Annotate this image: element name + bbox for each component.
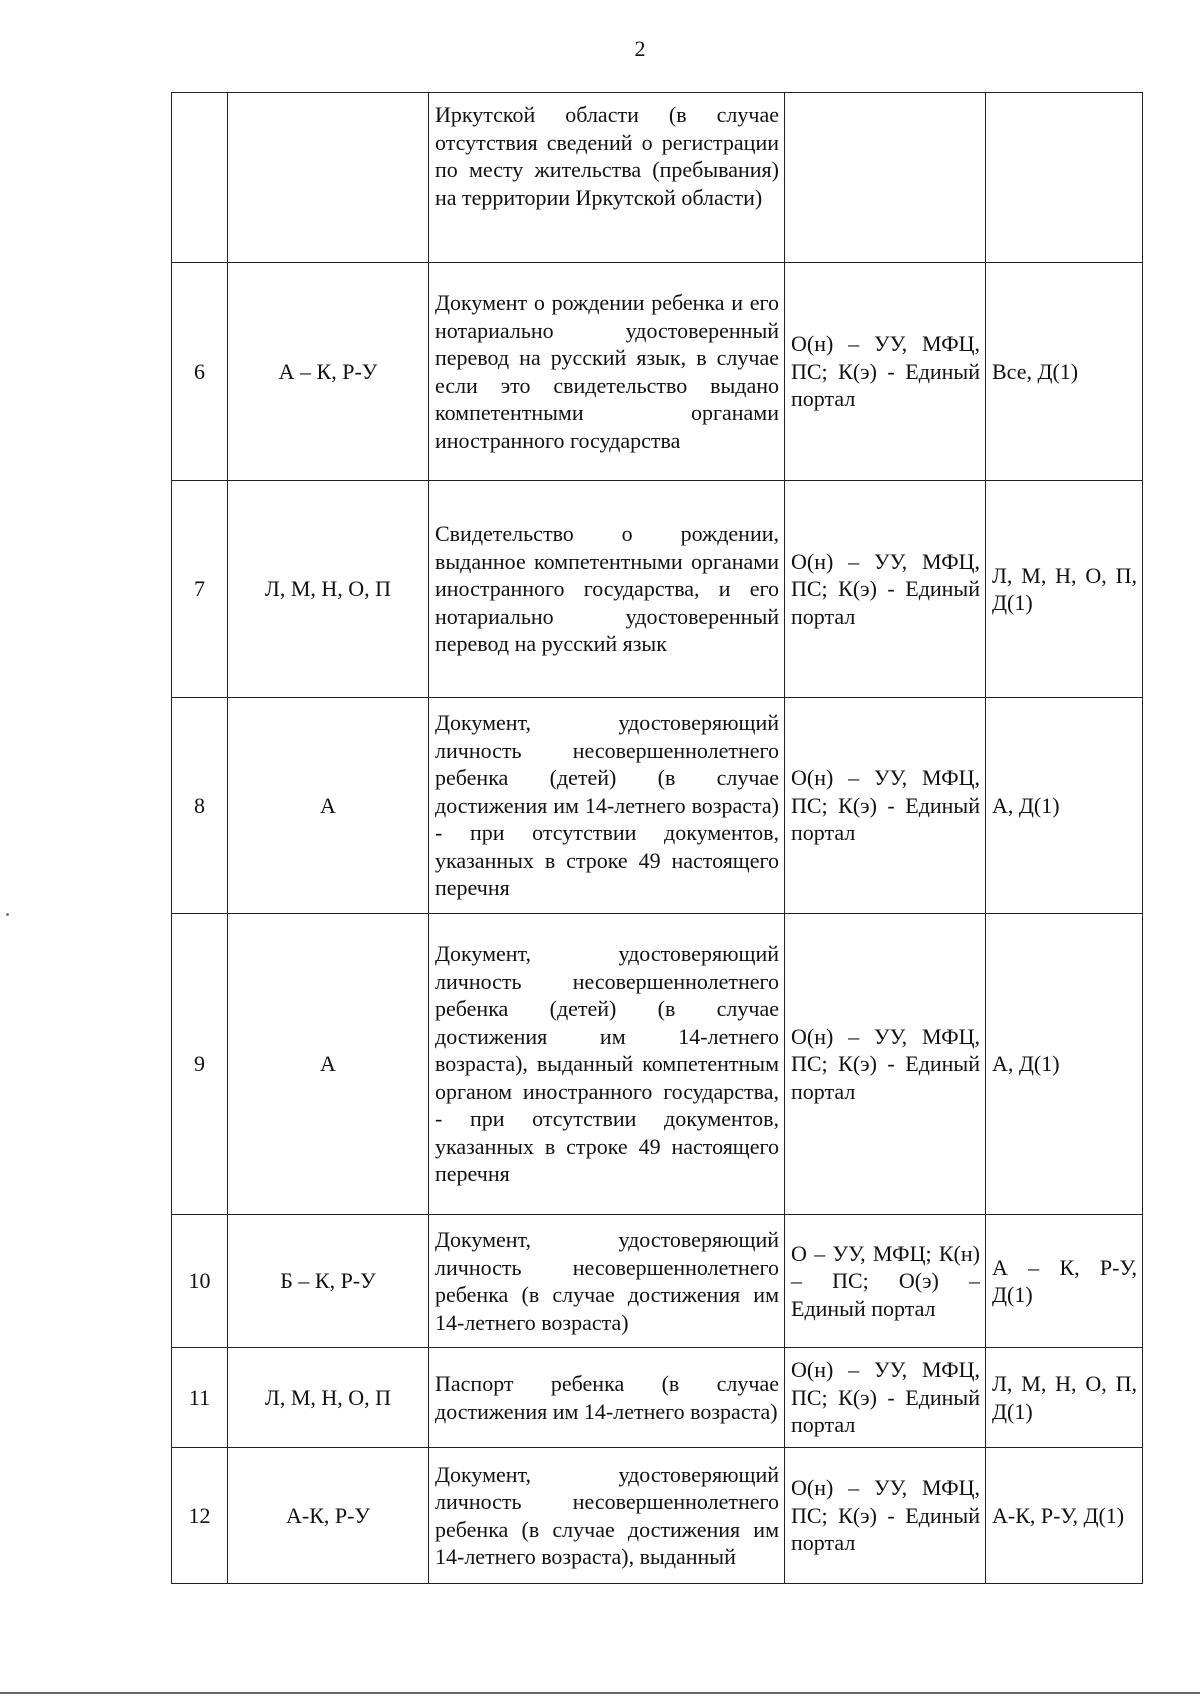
applicant-category: Л, М, Н, О, П — [228, 481, 429, 698]
submission-method: О(н) – УУ, МФЦ, ПС; К(э) - Единый портал — [785, 263, 986, 481]
submission-method: О(н) – УУ, МФЦ, ПС; К(э) - Единый портал — [785, 914, 986, 1215]
document-description: Иркутской области (в случае отсутствия сведений о регистрации по месту жительства (пребывания) на территории Иркутской области) — [429, 93, 785, 263]
submission-method: О(н) – УУ, МФЦ, ПС; К(э) - Единый портал — [785, 1348, 986, 1448]
applicable-categories: А, Д(1) — [986, 914, 1143, 1215]
applicant-category — [228, 93, 429, 263]
document-description: Свидетельство о рождении, выданное компетентными органами иностранного государства, и его нотариально удостоверенный перевод на русский язык — [429, 481, 785, 698]
applicant-category: А-К, Р-У — [228, 1448, 429, 1584]
submission-method: О(н) – УУ, МФЦ, ПС; К(э) - Единый портал — [785, 481, 986, 698]
document-description: Паспорт ребенка (в случае достижения им 14-летнего возраста) — [429, 1348, 785, 1448]
table-row — [172, 263, 1143, 481]
row-number: 10 — [172, 1215, 228, 1348]
applicable-categories — [986, 93, 1143, 263]
applicant-category: А — [228, 698, 429, 914]
row-number — [172, 93, 228, 263]
document-description: Документ, удостоверяющий личность несовершеннолетнего ребенка (в случае достижения им 14-летнего возраста) — [429, 1215, 785, 1348]
table-row — [172, 1348, 1143, 1448]
table-row — [172, 93, 1143, 263]
row-number: 7 — [172, 481, 228, 698]
applicable-categories: Все, Д(1) — [986, 263, 1143, 481]
submission-method: О – УУ, МФЦ; К(н) – ПС; О(э) – Единый портал — [785, 1215, 986, 1348]
applicable-categories: А, Д(1) — [986, 698, 1143, 914]
applicant-category: Б – К, Р-У — [228, 1215, 429, 1348]
row-number: 9 — [172, 914, 228, 1215]
document-description: Документ, удостоверяющий личность несовершеннолетнего ребенка (в случае достижения им 14-летнего возраста), выданный — [429, 1448, 785, 1584]
table-row — [172, 481, 1143, 698]
submission-method: О(н) – УУ, МФЦ, ПС; К(э) - Единый портал — [785, 1448, 986, 1584]
table-row — [172, 1448, 1143, 1584]
row-number: 8 — [172, 698, 228, 914]
table-row — [172, 914, 1143, 1215]
scan-mark — [6, 913, 9, 916]
submission-method: О(н) – УУ, МФЦ, ПС; К(э) - Единый портал — [785, 698, 986, 914]
page-number: 2 — [634, 36, 646, 61]
applicable-categories: А – К, Р-У, Д(1) — [986, 1215, 1143, 1348]
submission-method — [785, 93, 986, 263]
row-number: 12 — [172, 1448, 228, 1584]
document-description: Документ, удостоверяющий личность несовершеннолетнего ребенка (детей) (в случае достижения им 14-летнего возраста) - при отсутствии документов, указанных в строке 49 настоящего перечня — [429, 698, 785, 914]
document-description: Документ о рождении ребенка и его нотариально удостоверенный перевод на русский язык, в случае если это свидетельство выдано компетентными органами иностранного государства — [429, 263, 785, 481]
row-number: 11 — [172, 1348, 228, 1448]
applicant-category: Л, М, Н, О, П — [228, 1348, 429, 1448]
table-row — [172, 1215, 1143, 1348]
row-number: 6 — [172, 263, 228, 481]
applicant-category: А — [228, 914, 429, 1215]
documents-table — [171, 92, 1143, 1584]
applicable-categories: Л, М, Н, О, П, Д(1) — [986, 481, 1143, 698]
document-description: Документ, удостоверяющий личность несовершеннолетнего ребенка (детей) (в случае достижения им 14-летнего возраста), выданный компетентным органом иностранного государства, - при отсутствии документов, указанных в строке 49 настоящего перечня — [429, 914, 785, 1215]
table-row — [172, 698, 1143, 914]
applicable-categories: Л, М, Н, О, П, Д(1) — [986, 1348, 1143, 1448]
scan-bottom-edge — [0, 1692, 1200, 1694]
applicant-category: А – К, Р-У — [228, 263, 429, 481]
applicable-categories: А-К, Р-У, Д(1) — [986, 1448, 1143, 1584]
